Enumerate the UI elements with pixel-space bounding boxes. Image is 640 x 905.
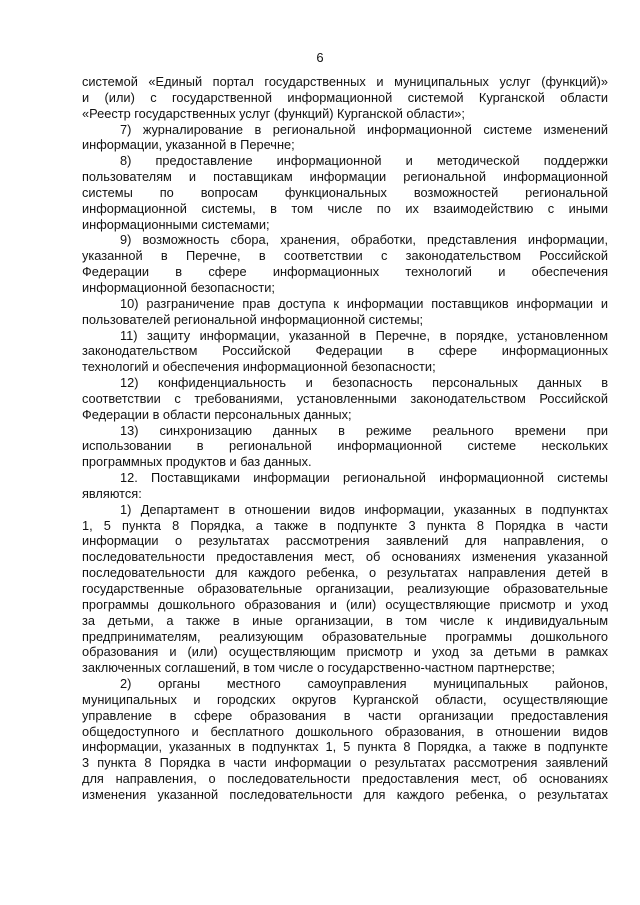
text-line: 13) синхронизацию данных в режиме реального времени при [120, 422, 608, 438]
text-line: информации, указанных в подпунктах 1, 5 пункта 8 Порядка, а также в подпункте [82, 739, 608, 755]
text-line: заключенных соглашений, в том числе о государственно-частном партнерстве; [82, 660, 555, 676]
text-line: системой «Единый портал государственных и муниципальных услуг (функций)» [82, 74, 608, 89]
text-line: являются: [82, 485, 142, 501]
text-line: Федерации в сфере информационных технологий и обеспечения [82, 264, 608, 280]
text-line: 9) возможность сбора, хранения, обработки, представления информации, [120, 232, 608, 248]
text-line: муниципальных и городских округов Курганской области, осуществляющие [82, 691, 608, 707]
text-line: и (или) с государственной информационной системой Курганской области [82, 89, 608, 105]
text-line: 7) журналирование в региональной информационной системе изменений [120, 121, 608, 137]
text-line: программных продуктов и баз данных. [82, 454, 312, 470]
text-line: Федерации в области персональных данных; [82, 406, 352, 422]
text-line: 1) Департамент в отношении видов информации, указанных в подпунктах [120, 501, 608, 517]
text-line: 8) предоставление информационной и методической поддержки [120, 153, 608, 169]
text-line: пользователей региональной информационной системы; [82, 311, 424, 327]
text-line: 10) разграничение прав доступа к информации поставщиков информации и [120, 295, 608, 311]
text-line: государственные образовательные организации, реализующие образовательные [82, 581, 608, 596]
text-line: 11) защиту информации, указанной в Перечне, в порядке, установленном [120, 327, 608, 343]
text-line: информационной безопасности; [82, 279, 275, 295]
text-line: 3 пункта 8 Порядка в части информации о результатах рассмотрения заявлений [82, 755, 608, 771]
text-line: за детьми, а также в иные организации, в том числе к индивидуальным [82, 612, 608, 628]
text-line: для направления, о последовательности предоставления мест, об основаниях [82, 771, 608, 787]
text-line: соответствии с требованиями, установленными законодательством Российской [82, 390, 608, 406]
text-line: указанной в Перечне, в соответствии с законодательством Российской [82, 248, 608, 264]
text-line: программы дошкольного образования и (или) осуществляющие присмотр и уход [82, 596, 608, 612]
text-line: информационными системами; [82, 216, 270, 232]
text-line: последовательности предоставления мест, об основаниях изменения указанной [82, 549, 608, 565]
text-line: информации, указанной в Перечне; [82, 137, 295, 153]
text-line: 2) органы местного самоуправления муниципальных районов, [120, 676, 608, 692]
document-body [82, 74, 608, 803]
text-line: законодательством Российской Федерации в сфере информационных [82, 343, 608, 359]
page-number: 6 [316, 50, 324, 65]
text-line: пользователям и поставщикам информации региональной информационной [82, 169, 608, 185]
text-line: информации о результатах рассмотрения заявлений для направления, о [82, 533, 608, 549]
text-line: предпринимателям, реализующим образовательные программы дошкольного [82, 628, 608, 644]
text-line: технологий и обеспечения информационной безопасности; [82, 359, 436, 375]
text-line: последовательности для каждого ребенка, о результатах направления детей в [82, 565, 608, 581]
text-line: 12. Поставщиками информации региональной информационной системы [120, 470, 608, 486]
text-line: использовании в региональной информационной системе нескольких [82, 438, 608, 454]
text-line: общедоступного и бесплатного дошкольного образования, в отношении видов [82, 723, 608, 739]
text-line: информационной системы, в том числе по их взаимодействию с иными [82, 200, 608, 216]
text-line: управление в сфере образования в части организации предоставления [82, 707, 608, 723]
text-line: 12) конфиденциальность и безопасность персональных данных в [120, 375, 608, 391]
text-line: изменения указанной последовательности для каждого ребенка, о результатах [82, 786, 608, 802]
text-line: «Реестр государственных услуг (функций) Курганской области»; [82, 105, 465, 121]
text-line: образования и (или) осуществляющим присмотр и уход за детьми в рамках [82, 644, 608, 660]
text-line: 1, 5 пункта 8 Порядка, а также в подпункте 3 пункта 8 Порядка в части [82, 517, 608, 533]
text-line: системы по вопросам функциональных возможностей региональной [82, 184, 608, 200]
